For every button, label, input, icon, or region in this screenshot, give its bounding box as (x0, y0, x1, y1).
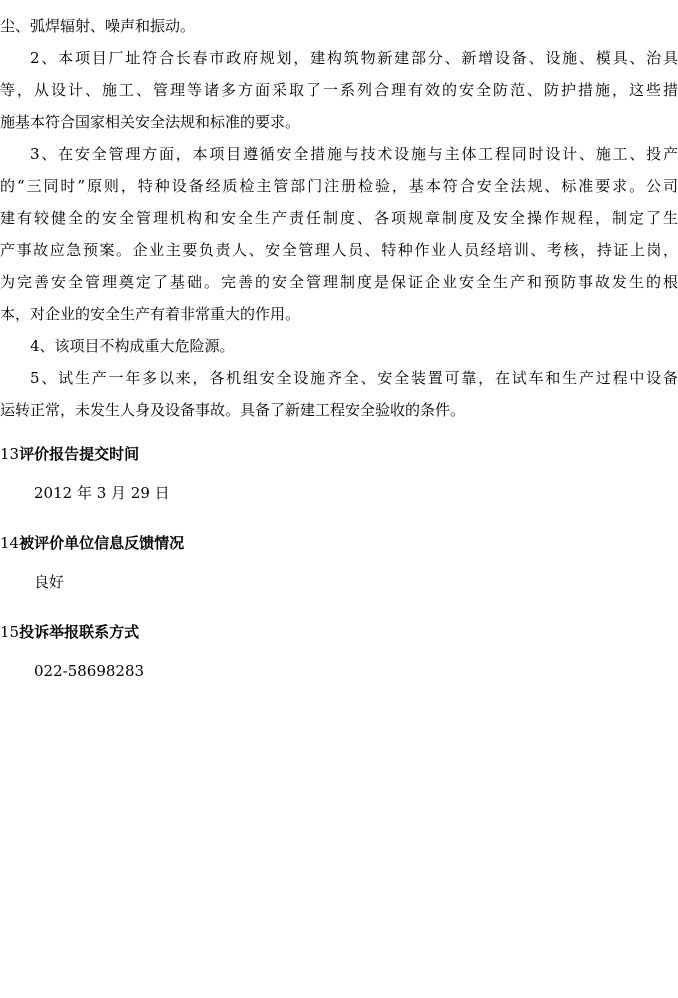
paragraph-5-line-1: 5、试生产一年多以来，各机组安全设施齐全、安全装置可靠，在试车和生产过程中设备 (30, 369, 678, 387)
paragraph-5-line-2: 运转正常，未发生人身及设备事故。具备了新建工程安全验收的条件。 (0, 401, 466, 419)
section-13-value: 2012 年 3 月 29 日 (34, 484, 170, 502)
paragraph-2-line-3: 施基本符合国家相关安全法规和标准的要求。 (0, 113, 301, 131)
paragraph-3-line-3: 建有较健全的安全管理机构和安全生产责任制度、各项规章制度及安全操作规程，制定了生 (0, 209, 678, 227)
paragraph-2-line-2: 等，从设计、施工、管理等诸多方面采取了一系列合理有效的安全防范、防护措施，这些措 (0, 81, 678, 99)
section-14-heading (0, 533, 184, 553)
paragraph-4-line-1: 4、该项目不构成重大危险源。 (30, 337, 235, 355)
paragraph-3-line-6: 本，对企业的安全生产有着非常重大的作用。 (0, 305, 301, 323)
paragraph-2-line-1: 2、本项目厂址符合长春市政府规划，建构筑物新建部分、新增设备、设施、模具、治具 (30, 49, 678, 67)
paragraph-3-line-1: 3、在安全管理方面，本项目遵循安全措施与技术设施与主体工程同时设计、施工、投产 (30, 145, 678, 163)
paragraph-1-line-1: 尘、弧焊辐射、噪声和振动。 (0, 17, 196, 35)
section-13-title: 评价报告提交时间 (19, 445, 140, 463)
section-15-number: 15 (0, 623, 20, 641)
section-13-heading (0, 444, 139, 464)
paragraph-3-line-5: 为完善安全管理奠定了基础。完善的安全管理制度是保证企业安全生产和预防事故发生的根 (0, 273, 678, 291)
section-15-heading (0, 622, 139, 642)
section-14-number: 14 (0, 534, 20, 552)
section-13-number: 13 (0, 445, 20, 463)
section-15-value: 022-58698283 (34, 662, 145, 680)
section-14-value: 良好 (34, 573, 65, 591)
section-15-title: 投诉举报联系方式 (19, 623, 140, 641)
paragraph-3-line-2: 的“三同时”原则，特种设备经质检主管部门注册检验，基本符合安全法规、标准要求。公司 (0, 177, 678, 195)
paragraph-3-line-4: 产事故应急预案。企业主要负责人、安全管理人员、特种作业人员经培训、考核，持证上岗， (0, 241, 678, 259)
section-14-title: 被评价单位信息反馈情况 (19, 534, 185, 552)
